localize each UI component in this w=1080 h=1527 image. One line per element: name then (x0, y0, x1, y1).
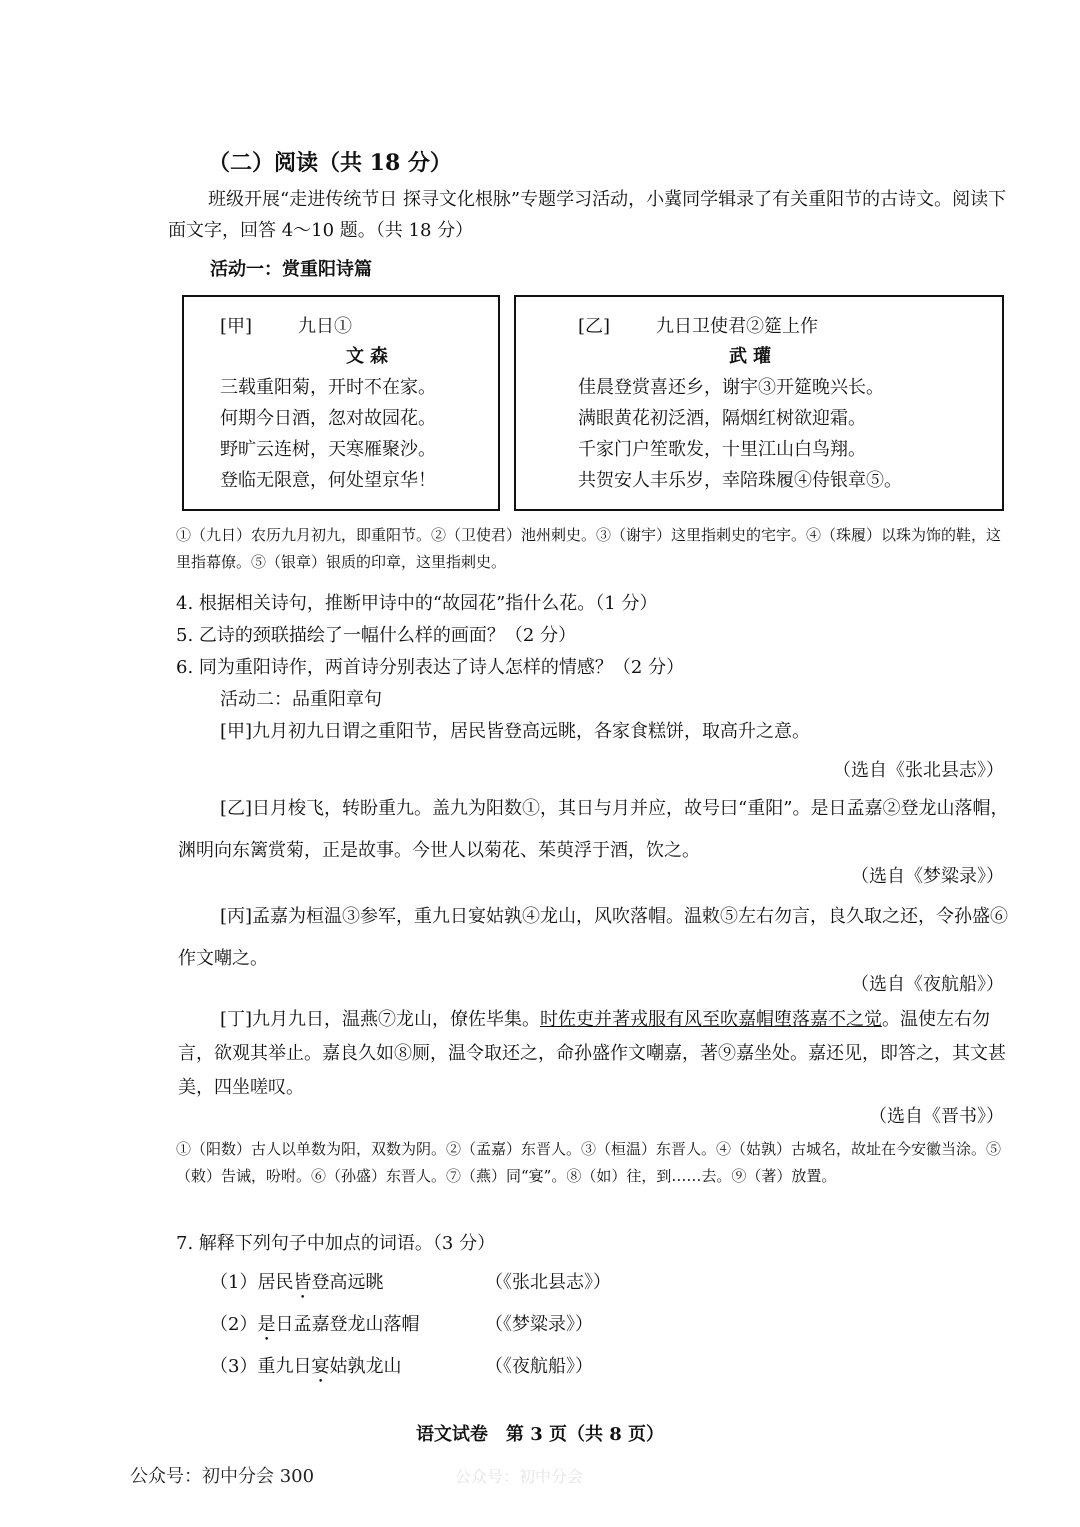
watermark-faint: 公众号：初中分会 (455, 1467, 584, 1486)
q7-item-text: （2） (210, 1314, 258, 1335)
section-title: （二）阅读（共 18 分） (208, 150, 452, 176)
q7-item-text: 登高远眺 (311, 1272, 384, 1293)
question-7-title: 7. 解释下列句子中加点的词语。（3 分） (176, 1233, 496, 1254)
text-yi: [乙]日月梭飞，转盼重九。盖九为阳数①，其日与月并应，故号曰“重阳”。是日孟嘉②登龙山落帽，渊明向东篱赏菊，正是故事。今世人以菊花、茱萸浮于酒，饮之。 (178, 798, 1009, 861)
q7-item-text: 日孟嘉登龙山落帽 (275, 1314, 420, 1335)
poem-jia-line: 登临无限意，何处望京华！ (220, 470, 436, 491)
activity-two-heading: 活动二：品重阳章句 (220, 689, 382, 710)
q7-item-text: （1）居民 (210, 1272, 294, 1293)
poem-yi-author: 武瓘 (729, 346, 777, 367)
question-4: 4. 根据相关诗句，推断甲诗中的“故园花”指什么花。（1 分） (176, 593, 658, 614)
watermark-text: 公众号：初中分会 300 (130, 1466, 315, 1487)
text-footnotes: ①（阳数）古人以单数为阳，双数为阴。②（孟嘉）东晋人。③（桓温）东晋人。④（姑孰）古城名，故址在今安徽当涂。⑤（敕）告诫，吩咐。⑥（孙盛）东晋人。⑦（燕）同“宴”。⑧（如）往，到……去。⑨（著）放置。 (176, 1140, 1002, 1185)
q7-item-text: （3）重九日 (210, 1356, 312, 1377)
poem-jia-line: 野旷云连树，天寒雁聚沙。 (220, 439, 436, 460)
poem-jia-line: 三载重阳菊，开时不在家。 (220, 377, 436, 398)
activity-one-heading: 活动一：赏重阳诗篇 (210, 259, 372, 280)
q7-item-text: 姑孰龙山 (329, 1356, 402, 1377)
q7-item-dotted-word: 皆 (293, 1272, 312, 1293)
text-ding-pre: [丁]九月九日，温燕⑦龙山，僚佐毕集。 (220, 1009, 541, 1030)
text-ding-underlined-sentence: 时佐吏并著戎服有风至吹嘉帽堕落嘉不之觉 (540, 1009, 883, 1030)
source-ding: （选自《晋书》） (869, 1106, 1004, 1127)
source-yi: （选自《梦粱录》） (851, 866, 1004, 887)
q7-item-3-source: （《夜航船》） (485, 1356, 593, 1377)
q7-item-1-source: （《张北县志》） (485, 1272, 611, 1293)
section-intro: 班级开展“走进传统节日 探寻文化根脉”专题学习活动，小冀同学辑录了有关重阳节的古诗文。阅读下面文字，回答 4～10 题。（共 18 分） (168, 189, 1007, 241)
poem-jia-title: 九日① (298, 316, 353, 337)
poem-jia-author: 文森 (346, 346, 394, 367)
q7-item-2-source: （《梦粱录》） (485, 1314, 593, 1335)
text-bing: [丙]孟嘉为桓温③参军，重九日宴姑孰④龙山，风吹落帽。温敕⑤左右勿言，良久取之还，令孙盛⑥作文嘲之。 (178, 906, 1009, 969)
text-ding-post: 。温使左右勿言，欲观其举止。嘉良久如⑧厕，温令取还之，命孙盛作文嘲嘉，著⑨嘉坐处。嘉还见，即答之，其文甚美，四坐嗟叹。 (178, 1009, 1006, 1098)
poem-yi-line: 满眼黄花初泛酒，隔烟红树欲迎霜。 (578, 408, 866, 429)
q7-item-dotted-word: 是 (257, 1314, 276, 1335)
text-ding (178, 1003, 1012, 1105)
q7-item-dotted-word: 宴 (311, 1356, 330, 1377)
poem-footnotes: ①（九日）农历九月初九，即重阳节。②（卫使君）池州刺史。③（谢宇）这里指刺史的宅宇。④（珠履）以珠为饰的鞋，这里指幕僚。⑤（银章）银质的印章，这里指刺史。 (176, 526, 1002, 571)
poem-yi-line: 佳晨登赏喜还乡，谢宇③开筵晚兴长。 (578, 377, 884, 398)
question-5: 5. 乙诗的颈联描绘了一幅什么样的画面？（2 分） (176, 625, 577, 646)
poem-yi-line: 千家门户笙歌发，十里江山白鸟翔。 (578, 439, 866, 460)
poem-yi-title: 九日卫使君②筵上作 (656, 316, 819, 337)
poem-yi-box (514, 295, 1004, 511)
poem-yi-label: [乙] (578, 316, 611, 337)
source-jia: （选自《张北县志》） (833, 760, 1004, 781)
question-6: 6. 同为重阳诗作，两首诗分别表达了诗人怎样的情感？（2 分） (176, 657, 685, 678)
poem-jia-label: [甲] (220, 316, 253, 337)
poem-jia-box (182, 295, 500, 511)
source-bing: （选自《夜航船》） (851, 974, 1004, 995)
poem-jia-line: 何期今日酒，忽对故园花。 (220, 408, 436, 429)
poem-yi-line: 共贺安人丰乐岁，幸陪珠履④侍银章⑤。 (578, 470, 902, 491)
text-jia: [甲]九月初九日谓之重阳节，居民皆登高远眺，各家食糕饼，取高升之意。 (220, 721, 811, 742)
page-footer: 语文试卷 第 3 页（共 8 页） (415, 1424, 665, 1445)
